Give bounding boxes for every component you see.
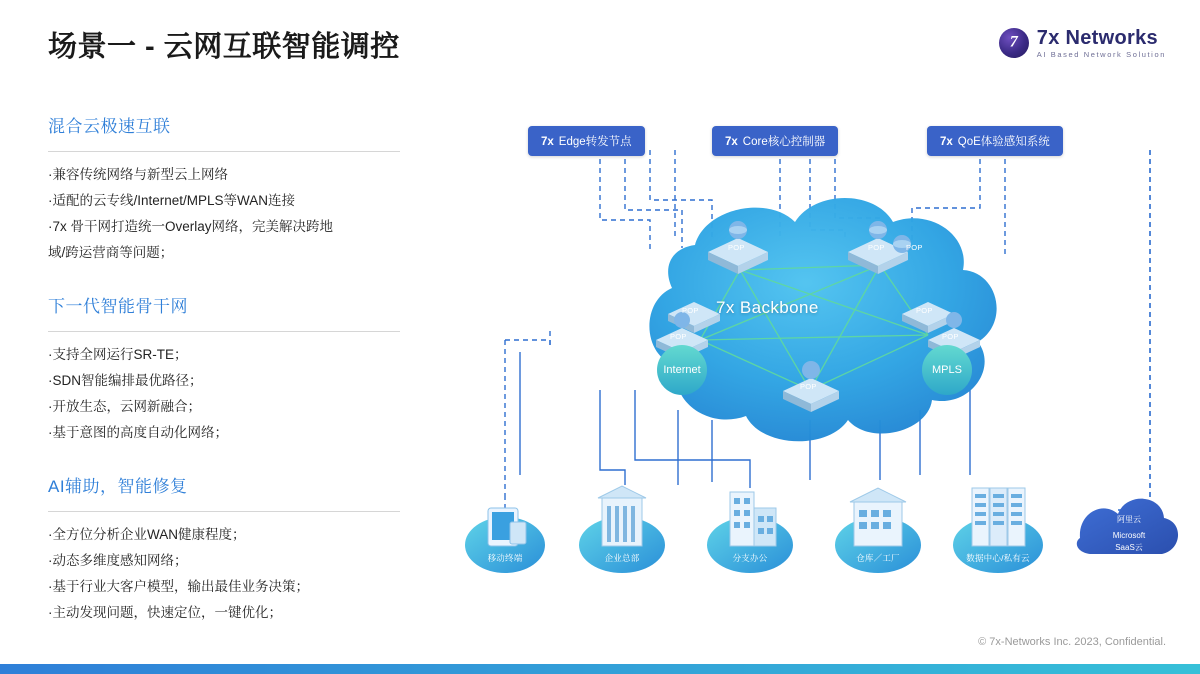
backbone-label: 7x Backbone <box>716 298 819 317</box>
left-content-panel <box>48 112 448 652</box>
pop-label: POP <box>728 243 745 252</box>
section-hybrid-cloud <box>48 112 448 266</box>
section-ai-repair <box>48 472 448 626</box>
node-label-branch: 分支办公 <box>732 553 768 563</box>
diagram-canvas <box>450 90 1190 610</box>
divider <box>48 511 400 512</box>
internet-label: Internet <box>663 364 701 376</box>
chip-label: Edge转发节点 <box>558 136 632 148</box>
bullet-item: 域/跨运营商等问题； <box>48 245 174 260</box>
pop-label: POP <box>942 332 959 341</box>
chip-prefix: 7x <box>541 136 554 148</box>
saas-line-aliyun: 阿里云 <box>1117 515 1141 524</box>
bullet-item: ·主动发现问题，快速定位，一键优化； <box>48 605 282 620</box>
footer-copyright: © 7x-Networks Inc. 2023, Confidential. <box>978 636 1166 648</box>
bottom-node-icons <box>465 486 1178 573</box>
bullet-item: ·基于行业大客户模型，输出最佳业务决策； <box>48 579 309 594</box>
pop-label: POP <box>670 332 687 341</box>
section-title: AI辅助，智能修复 <box>48 477 188 496</box>
brand-name: 7x Networks <box>1036 27 1158 49</box>
chip-qoe-system[interactable] <box>927 126 1063 156</box>
pop-label: POP <box>868 243 885 252</box>
bullet-item: ·支持全网运行SR-TE； <box>48 347 188 362</box>
section-title: 混合云极速互联 <box>48 117 171 136</box>
bottom-accent-bar <box>0 664 1200 674</box>
brand-logo <box>999 28 1166 59</box>
right-edge-line <box>1115 150 1150 515</box>
saas-line-saas: SaaS云 <box>1115 543 1143 552</box>
mpls-label: MPLS <box>932 364 962 376</box>
bullet-item: ·动态多维度感知网络； <box>48 553 188 568</box>
7x-circle-logo-icon <box>999 28 1029 58</box>
node-label-mobile: 移动终端 <box>487 553 523 563</box>
bullet-item: ·SDN智能编排最优路径； <box>48 373 203 388</box>
chip-label: QoE体验感知系统 <box>957 136 1050 148</box>
divider <box>48 151 400 152</box>
brand-tagline: AI Based Network Solution <box>1036 50 1166 59</box>
pop-label-bottom: POP <box>800 382 817 391</box>
network-diagram <box>450 90 1190 610</box>
chip-label: Core核心控制器 <box>742 136 826 148</box>
node-label-warehouse: 仓库／工厂 <box>856 553 900 563</box>
brand-text <box>1037 28 1166 59</box>
bullet-item: ·开放生态，云网新融合； <box>48 399 201 414</box>
bullet-item: ·7x 骨干网打造统一Overlay网络，完美解决跨地 <box>48 219 334 234</box>
bullet-item: ·全方位分析企业WAN健康程度； <box>48 527 246 542</box>
bullet-item: ·兼容传统网络与新型云上网络 <box>48 167 228 182</box>
bullet-item: ·基于意图的高度自动化网络； <box>48 425 228 440</box>
divider <box>48 331 400 332</box>
section-title: 下一代智能骨干网 <box>48 297 188 316</box>
saas-line-microsoft: Microsoft <box>1112 531 1146 540</box>
pop-label: POP <box>906 243 923 252</box>
node-label-headquarters: 企业总部 <box>604 553 640 563</box>
chip-prefix: 7x <box>940 136 953 148</box>
chip-edge-node[interactable] <box>528 126 645 156</box>
page-title: 场景一 - 云网互联智能调控 <box>48 31 400 63</box>
chip-core-controller[interactable] <box>712 126 838 156</box>
chip-prefix: 7x <box>725 136 738 148</box>
node-label-datacenter: 数据中心/私有云 <box>966 553 1030 563</box>
pop-label: POP <box>682 306 699 315</box>
pop-label: POP <box>916 306 933 315</box>
bullet-item: ·适配的云专线/Internet/MPLS等WAN连接 <box>48 193 296 208</box>
section-next-gen-backbone <box>48 292 448 446</box>
